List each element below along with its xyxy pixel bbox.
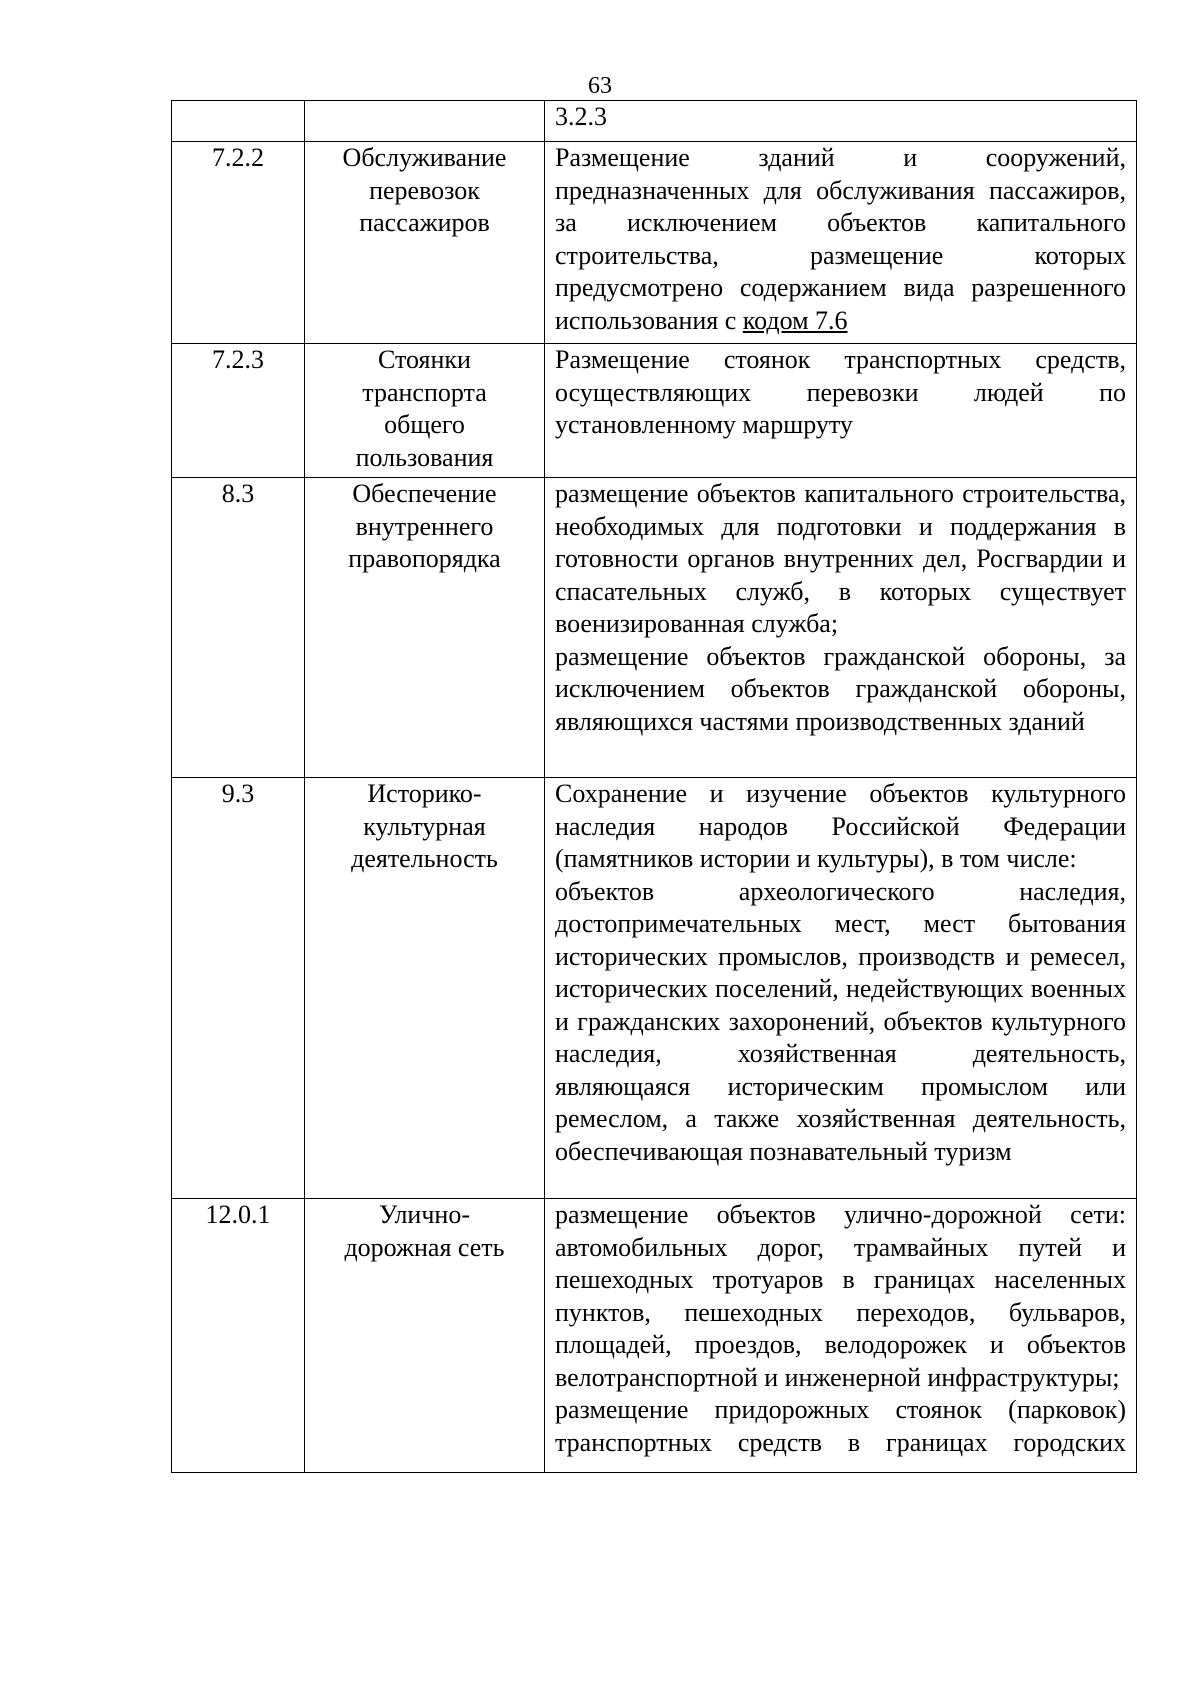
name-line: деятельность [351,844,498,873]
description-line: бульваров, площадей, проездов, велодорожек [555,1297,1127,1359]
name-line: Обслуживание [342,143,507,172]
description-cell [545,1199,1137,1473]
description-line: числе: [1006,844,1077,873]
table-row [172,101,1137,142]
description-line: Сохранение и изучение объектов культурного [555,779,1126,808]
description-line: установленному маршруту [555,410,853,439]
code-cell: 8.3 [172,478,305,778]
table-row [172,478,1137,778]
description-paragraph [555,778,1126,876]
description-line: размещение объектов улично-дорожной сети: [555,1200,1126,1229]
name-line: внутреннего [355,511,494,541]
name-cell [305,142,545,344]
description-paragraph [555,876,1126,1169]
table-row [172,344,1137,478]
description-line: разрешенного использования с [555,273,1127,335]
name-line: пассажиров [359,208,490,237]
description-line: инфраструктуры; [927,1362,1120,1392]
code-reference-link[interactable]: кодом 7.6 [742,305,848,335]
code-cell: 7.2.2 [172,142,305,344]
code-cell: 12.0.1 [172,1199,305,1473]
description-line: ремесел, исторических поселений, [555,941,1127,1003]
description-line: размещение объектов капитального [555,479,954,508]
description-line: за исключением объектов гражданской [555,641,1126,703]
description-paragraph [555,344,1126,442]
name-line: Обеспечение [352,479,497,508]
description-line: и поддержания в готовности органов [555,511,1126,573]
description-line: и объектов велотранспортной и инженерной [555,1330,1126,1392]
description-line: недействующих военных и гражданских [555,974,1126,1036]
name-line: пользования [355,442,494,472]
description-line: пассажиров, за исключением объектов [555,175,1127,237]
description-line: Размещение зданий и сооружений, [555,143,1126,172]
name-line: общего [384,410,465,439]
description-line: исторических промыслов, производств и [555,941,1020,971]
description-cell [545,142,1137,344]
description-line: обороны, являющихся частями [555,674,1127,736]
name-cell [305,1199,545,1473]
name-line: культурная [363,811,486,841]
description-line: населенных пунктов, пешеходных переходов, [555,1265,1126,1327]
code-cell: 9.3 [172,778,305,1199]
name-line: Стоянки [378,345,471,374]
description-line: размещение придорожных стоянок (парковок) [555,1395,1126,1424]
description-line: Размещение стоянок транспортных средств, [555,345,1126,374]
description-line: обеспечивающая познавательный туризм [555,1136,1012,1166]
table-row [172,778,1137,1199]
table-row [172,1199,1137,1473]
name-line: Историко- [367,779,482,808]
name-cell [305,778,545,1199]
name-line: Улично- [378,1200,470,1229]
description-paragraph [555,1394,1126,1459]
description-line: капитального строительства, размещение [555,208,1126,270]
description-line: также хозяйственная деятельность, [714,1104,1127,1133]
code-cell [172,101,305,142]
description-paragraph [555,478,1126,641]
name-cell [305,478,545,778]
description-line: размещение объектов гражданской обороны, [555,641,1087,671]
description-line: достопримечательных мест, мест бытования [555,909,1126,938]
description-paragraph [555,641,1126,739]
description-line: транспортных средств в границах городских [555,1427,1126,1457]
description-line: объектов археологического наследия, [555,876,1126,906]
description-line: осуществляющих перевозки людей по [555,377,1126,407]
description-line: внутренних дел, Росгвардии и спасательных [555,544,1126,606]
code-cell: 7.2.3 [172,344,305,478]
description-line: предназначенных для обслуживания [555,175,975,205]
name-line: правопорядка [348,544,501,573]
table-row [172,142,1137,344]
description-line: захоронений, объектов культурного наследия, [555,1006,1126,1068]
name-line: перевозок [369,175,480,205]
land-use-table [171,100,1137,1473]
description-line: строительства, необходимых для подготовки [555,479,1126,541]
description-line: которых предусмотрено содержанием вида [555,240,1127,302]
name-line: дорожная сеть [344,1232,505,1262]
description-line: 3.2.3 [555,102,607,131]
description-line: автомобильных дорог, трамвайных путей и [555,1232,1126,1262]
description-cell [545,478,1137,778]
name-line: транспорта [362,377,487,407]
description-paragraph [555,142,1126,337]
description-line: (памятников истории и культуры), в том [555,844,1000,873]
description-line: военизированная служба; [555,609,839,638]
name-cell [305,344,545,478]
description-cell [545,101,1137,142]
description-line: пешеходных тротуаров в границах [555,1265,976,1294]
description-paragraph [555,101,1126,134]
name-cell [305,101,545,142]
page-number: 63 [588,73,612,99]
description-line: хозяйственная деятельность, являющаяся [555,1039,1126,1101]
description-paragraph [555,1199,1126,1394]
table-body [172,101,1137,1473]
description-line: историческим промыслом или ремеслом, а [555,1071,1127,1133]
description-line: наследия народов Российской Федерации [555,811,1126,841]
description-cell [545,778,1137,1199]
description-line: производственных зданий [795,706,1085,736]
description-cell [545,344,1137,478]
description-line: служб, в которых существует [735,576,1127,606]
